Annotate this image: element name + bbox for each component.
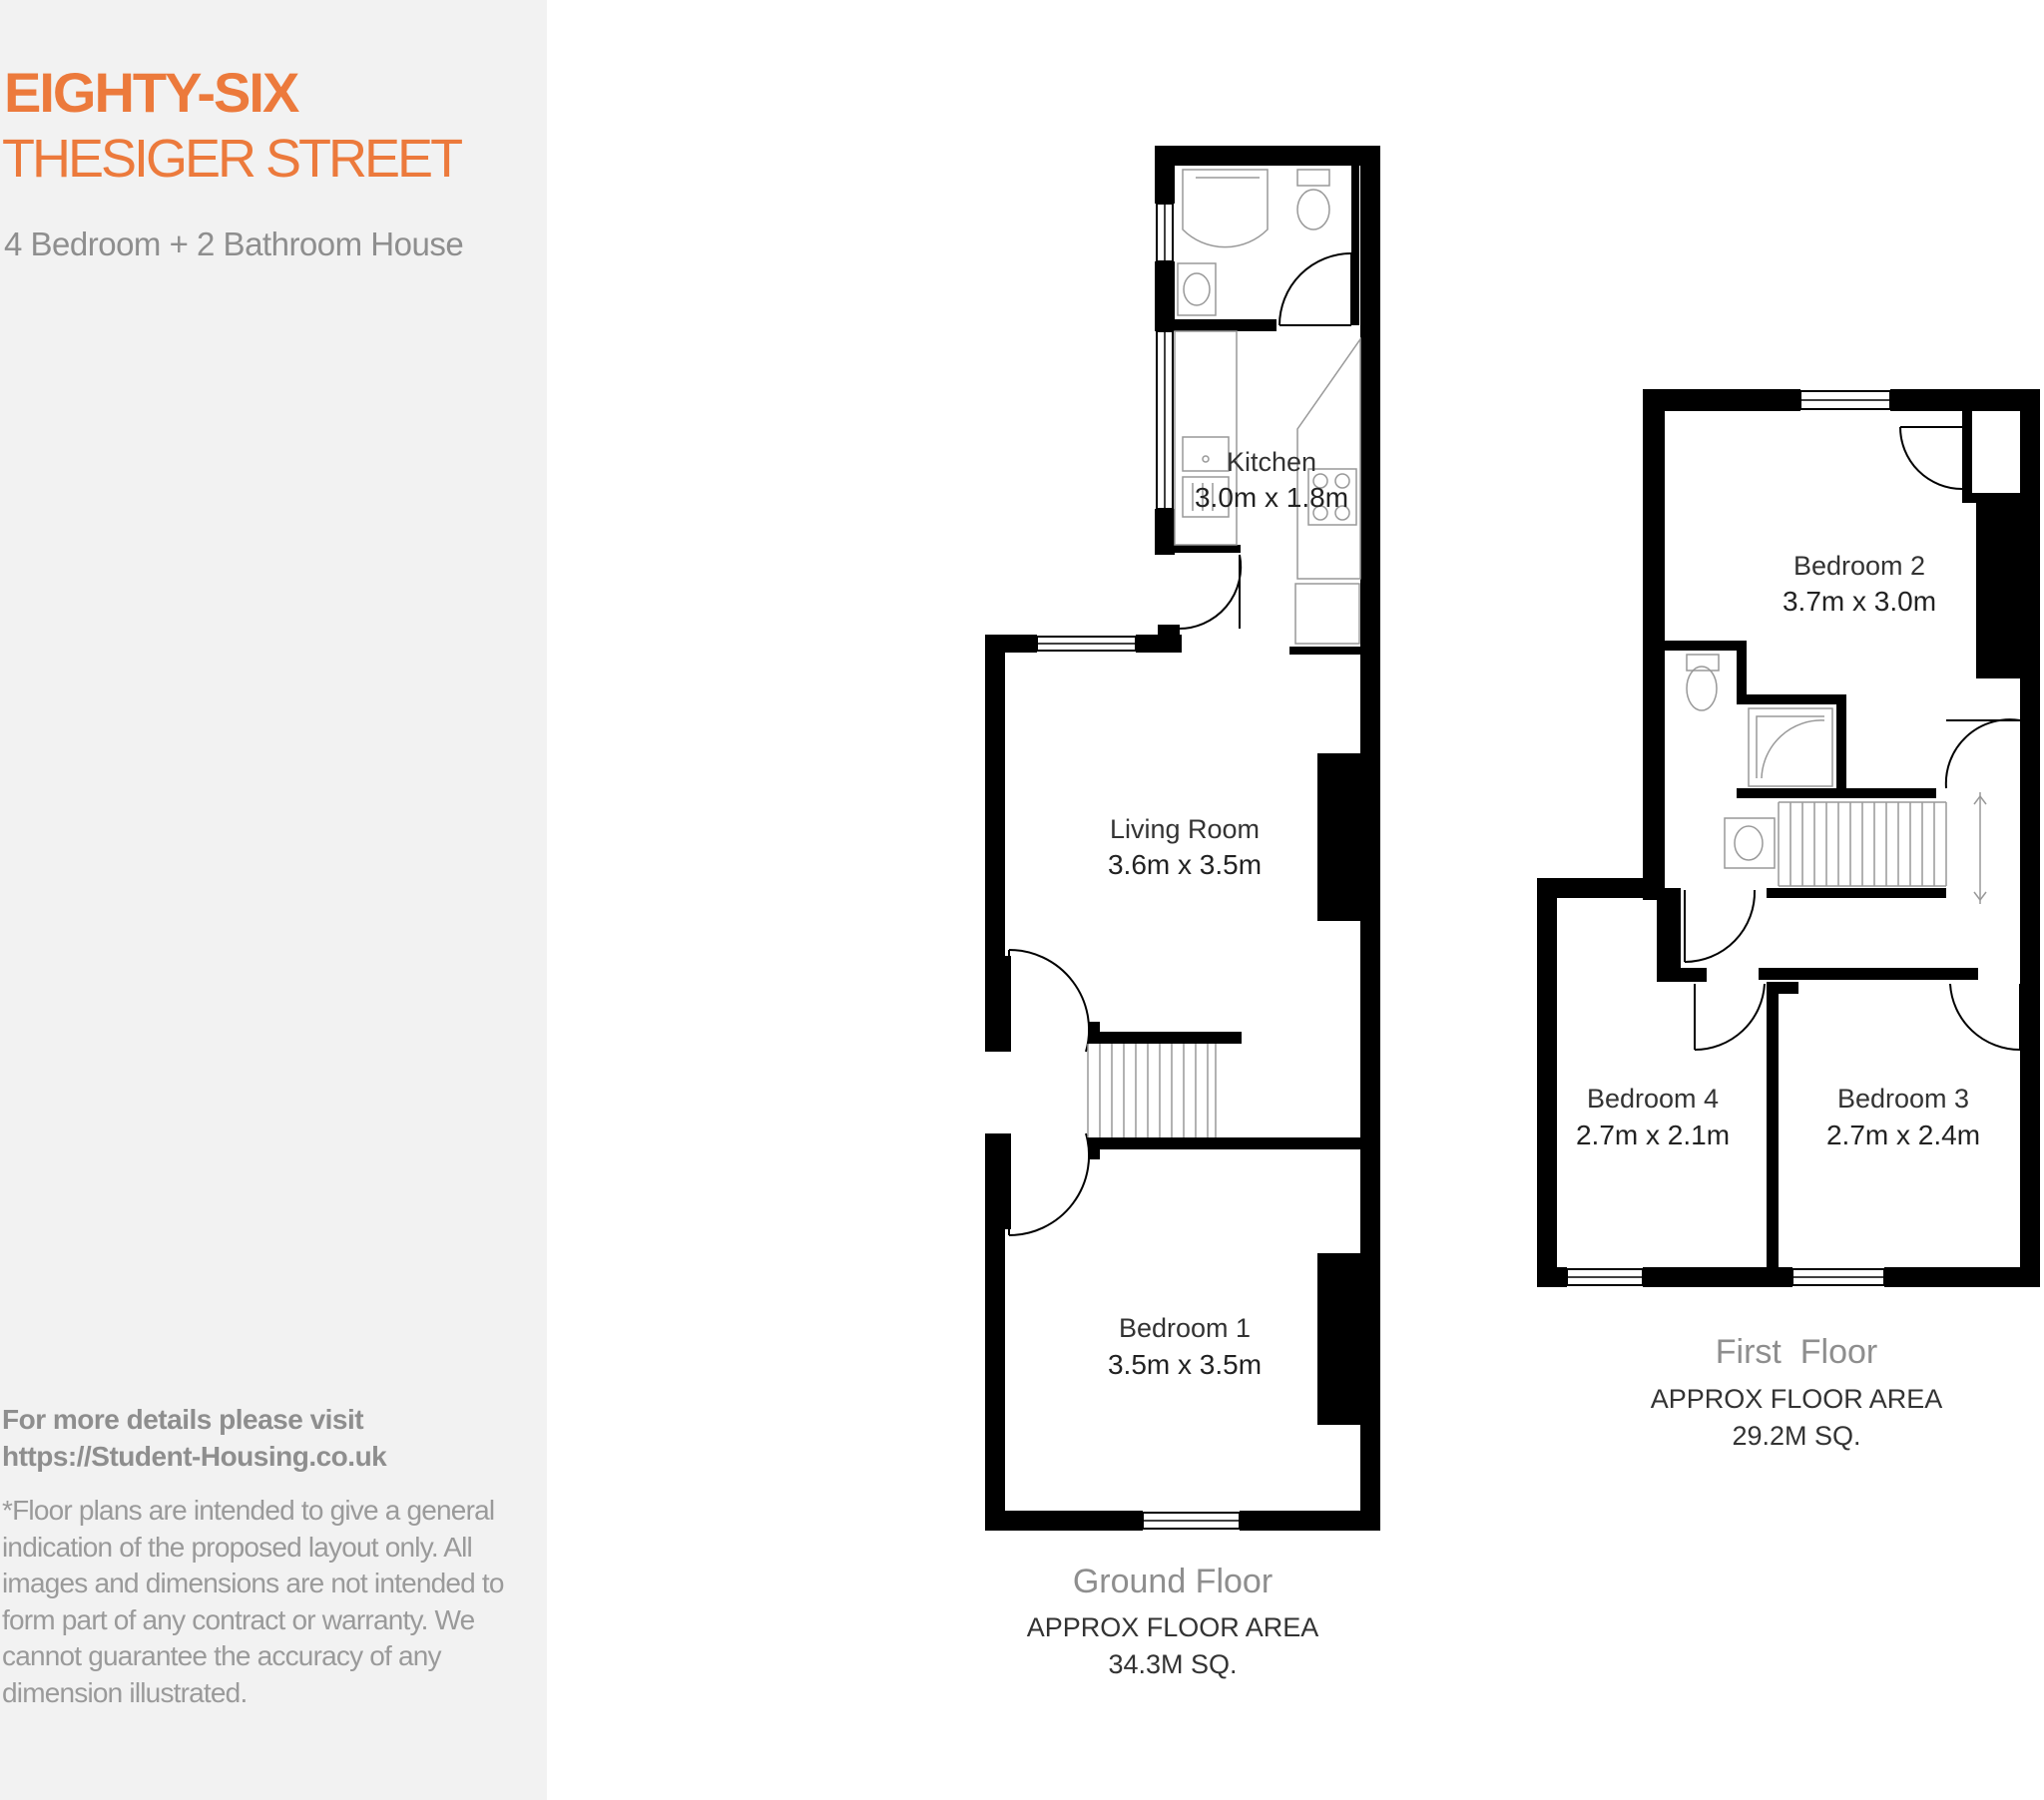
first-floor-title: First Floor <box>1715 1333 1878 1371</box>
kitchen-label: Kitchen <box>1226 447 1317 477</box>
bedroom-1-label: Bedroom 1 <box>1118 1313 1252 1343</box>
bedroom-2-label: Bedroom 2 <box>1792 551 1926 581</box>
first-floor-plan <box>1537 389 2040 1451</box>
bedroom-4-dimensions: 2.7m x 2.1m <box>1575 1120 1731 1150</box>
living-room-dimensions: 3.6m x 3.5m <box>1107 849 1263 880</box>
property-name-line1: EIGHTY-SIX <box>4 61 298 124</box>
website-link[interactable]: https://Student-Housing.co.uk <box>2 1441 387 1472</box>
ground-floor-area-value: 34.3M SQ. <box>1108 1649 1238 1679</box>
first-floor-area-value: 29.2M SQ. <box>1732 1421 1861 1451</box>
property-subtitle: 4 Bedroom + 2 Bathroom House <box>4 225 464 262</box>
ground-floor-title: Ground Floor <box>1072 1563 1274 1600</box>
disclaimer-text: *Floor plans are intended to give a general indication of the proposed layout only. All images and dimensions are not intended to form part of any contract or warranty. We cannot guarantee the accuracy of any dimension illustrated. <box>2 1495 504 1708</box>
bedroom-3-dimensions: 2.7m x 2.4m <box>1825 1120 1981 1150</box>
visit-text: For more details please visit <box>2 1404 364 1435</box>
first-floor-area-label: APPROX FLOOR AREA <box>1650 1384 1943 1414</box>
ground-floor-plan <box>985 146 1380 1679</box>
kitchen-dimensions: 3.0m x 1.8m <box>1194 482 1349 513</box>
bedroom-2-dimensions: 3.7m x 3.0m <box>1782 586 1937 617</box>
bedroom-1-dimensions: 3.5m x 3.5m <box>1107 1349 1263 1380</box>
ground-floor-area-label: APPROX FLOOR AREA <box>1026 1612 1319 1642</box>
bedroom-4-label: Bedroom 4 <box>1586 1084 1720 1114</box>
living-room-label: Living Room <box>1109 814 1261 844</box>
bedroom-3-label: Bedroom 3 <box>1836 1084 1970 1114</box>
property-name-line2: THESIGER STREET <box>2 129 461 189</box>
